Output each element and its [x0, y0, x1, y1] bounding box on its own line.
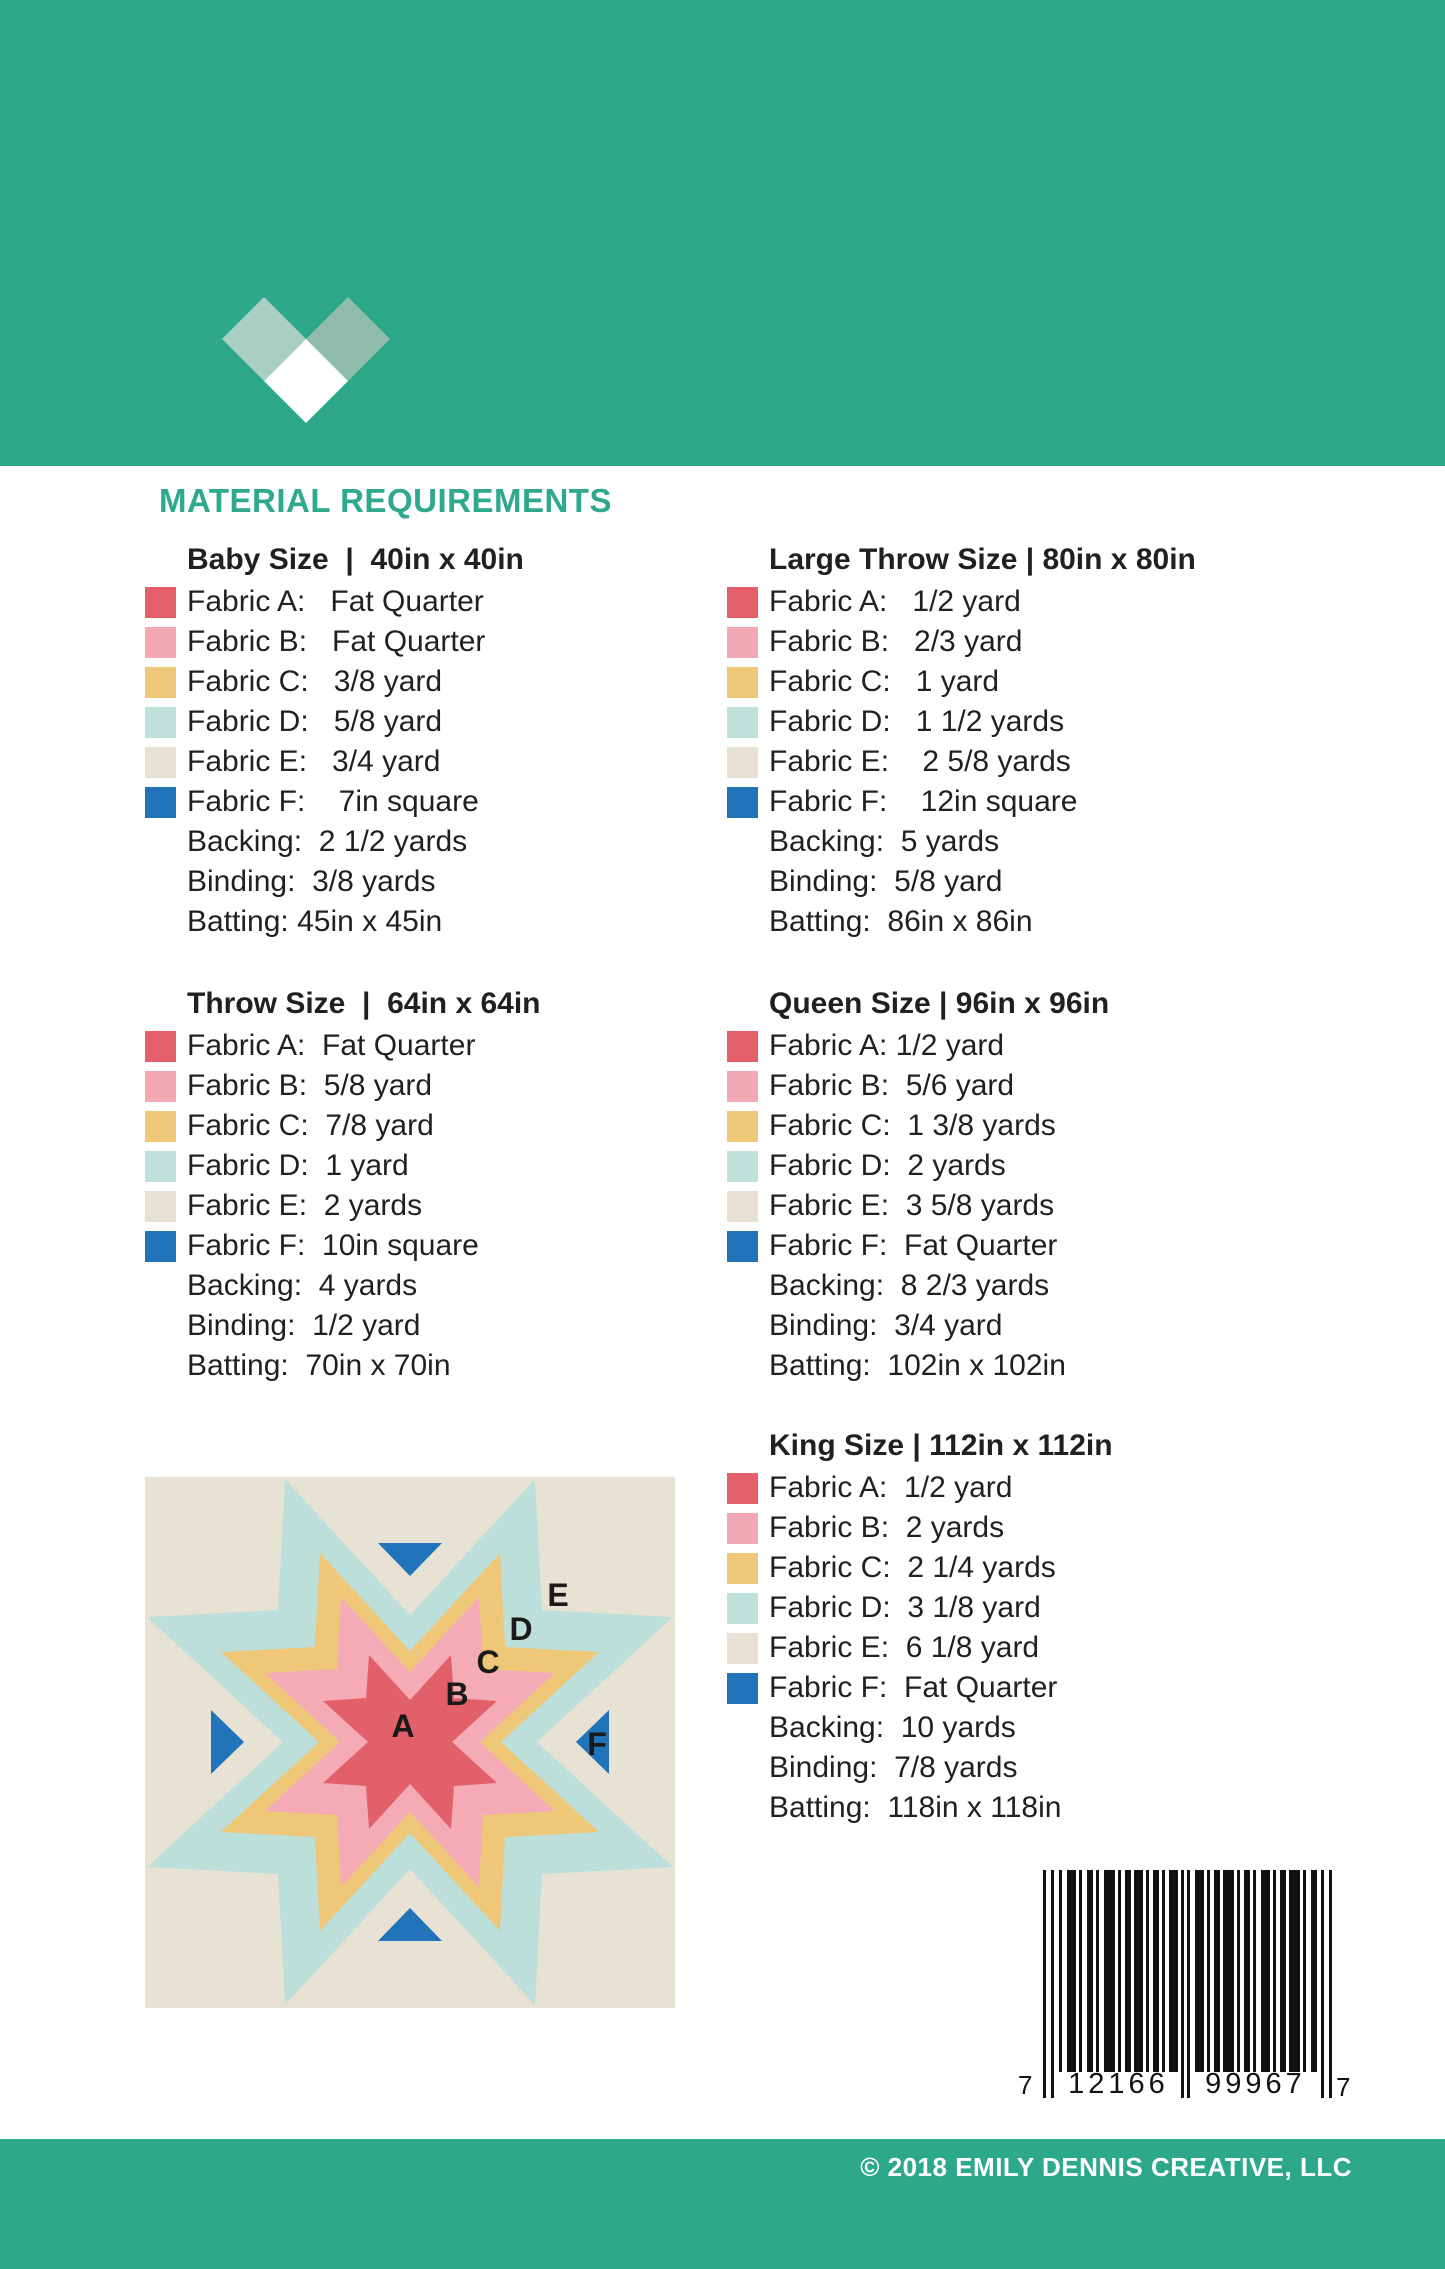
material-row-text: Fabric C: 2 1/4 yards — [769, 1551, 1056, 1584]
section-baby-size — [145, 542, 705, 942]
fabric-swatch-icon — [727, 1553, 758, 1584]
material-row — [727, 1788, 1287, 1828]
material-row — [727, 1146, 1287, 1186]
material-row — [145, 1186, 705, 1226]
material-row-text: Backing: 10 yards — [769, 1711, 1016, 1744]
fabric-swatch-icon — [145, 1031, 176, 1062]
heart-logo-icon — [210, 290, 400, 430]
material-row-text: Fabric A: 1/2 yard — [769, 1029, 1005, 1062]
fabric-swatch-icon — [145, 707, 176, 738]
material-row-text: Fabric E: 2 yards — [187, 1189, 423, 1222]
material-row-text: Fabric A: 1/2 yard — [769, 1471, 1013, 1504]
material-row — [145, 702, 705, 742]
material-row-text: Binding: 3/4 yard — [769, 1309, 1003, 1342]
material-row — [727, 1226, 1287, 1266]
material-row-text: Binding: 3/8 yards — [187, 865, 436, 898]
section-rows — [727, 582, 1287, 942]
quilt-label-b: B — [445, 1676, 469, 1712]
material-row — [145, 582, 705, 622]
fabric-swatch-icon — [145, 747, 176, 778]
material-row-text: Fabric B: 5/6 yard — [769, 1069, 1015, 1102]
fabric-swatch-icon — [727, 1673, 758, 1704]
material-row-text: Batting: 102in x 102in — [769, 1349, 1066, 1382]
header-band — [0, 0, 1445, 466]
material-row — [727, 1306, 1287, 1346]
material-row-text: Batting: 118in x 118in — [769, 1791, 1062, 1824]
section-title: Large Throw Size | 80in x 80in — [769, 543, 1196, 576]
section-title: King Size | 112in x 112in — [769, 1429, 1113, 1462]
fabric-swatch-icon — [727, 627, 758, 658]
fabric-swatch-icon — [727, 1071, 758, 1102]
material-row — [727, 1106, 1287, 1146]
fabric-swatch-icon — [727, 747, 758, 778]
fabric-swatch-icon — [727, 1473, 758, 1504]
fabric-swatch-icon — [727, 1633, 758, 1664]
material-row — [145, 662, 705, 702]
quilt-label-f: F — [587, 1726, 607, 1762]
fabric-swatch-icon — [727, 587, 758, 618]
barcode-digit: 7 — [1018, 2070, 1033, 2100]
fabric-swatch-icon — [145, 587, 176, 618]
material-row-text: Binding: 1/2 yard — [187, 1309, 421, 1342]
material-row-text: Fabric F: 10in square — [187, 1229, 479, 1262]
material-row-text: Fabric B: 2 yards — [769, 1511, 1005, 1544]
material-row-text: Backing: 8 2/3 yards — [769, 1269, 1050, 1302]
material-row — [727, 1066, 1287, 1106]
page-title: MATERIAL REQUIREMENTS — [159, 482, 612, 519]
section-title: Throw Size | 64in x 64in — [187, 987, 541, 1020]
material-row-text: Binding: 7/8 yards — [769, 1751, 1018, 1784]
material-row — [727, 742, 1287, 782]
fabric-swatch-icon — [727, 1031, 758, 1062]
material-row-text: Backing: 5 yards — [769, 825, 1000, 858]
material-row — [145, 1226, 705, 1266]
material-row — [145, 1066, 705, 1106]
material-row — [727, 702, 1287, 742]
fabric-swatch-icon — [145, 667, 176, 698]
material-row-text: Binding: 5/8 yard — [769, 865, 1003, 898]
material-row — [727, 902, 1287, 942]
upc-barcode — [1018, 1870, 1368, 2130]
section-title: Queen Size | 96in x 96in — [769, 987, 1110, 1020]
material-row-text: Backing: 2 1/2 yards — [187, 825, 468, 858]
section-rows — [727, 1468, 1287, 1828]
material-row-text: Fabric A: Fat Quarter — [187, 1029, 476, 1062]
quilt-block-diagram — [145, 1477, 675, 2008]
section-queen-size — [727, 986, 1287, 1386]
material-row-text: Fabric E: 3/4 yard — [187, 745, 441, 778]
section-king-size — [727, 1428, 1287, 1828]
barcode-bars — [1043, 1870, 1335, 2098]
fabric-swatch-icon — [727, 1593, 758, 1624]
barcode-digit-group: 12166 — [1068, 2068, 1169, 2100]
material-row-text: Fabric F: 12in square — [769, 785, 1078, 818]
material-row — [145, 902, 705, 942]
material-row — [727, 862, 1287, 902]
material-row-text: Fabric B: Fat Quarter — [187, 625, 486, 658]
material-row — [145, 822, 705, 862]
material-row — [145, 1026, 705, 1066]
material-row — [145, 742, 705, 782]
section-rows — [145, 582, 705, 942]
fabric-swatch-icon — [727, 787, 758, 818]
fabric-swatch-icon — [727, 707, 758, 738]
fabric-swatch-icon — [145, 1231, 176, 1262]
material-row-text: Fabric F: 7in square — [187, 785, 479, 818]
material-row-text: Fabric C: 1 3/8 yards — [769, 1109, 1056, 1142]
fabric-swatch-icon — [145, 627, 176, 658]
material-row — [145, 782, 705, 822]
material-row-text: Fabric D: 3 1/8 yard — [769, 1591, 1041, 1624]
quilt-label-c: C — [476, 1644, 500, 1680]
material-row — [727, 1668, 1287, 1708]
fabric-swatch-icon — [727, 1513, 758, 1544]
material-row-text: Batting: 86in x 86in — [769, 905, 1033, 938]
material-row-text: Fabric D: 2 yards — [769, 1149, 1006, 1182]
material-row — [727, 822, 1287, 862]
material-row-text: Fabric B: 2/3 yard — [769, 625, 1023, 658]
fabric-swatch-icon — [145, 1151, 176, 1182]
material-row-text: Batting: 70in x 70in — [187, 1349, 451, 1382]
material-row — [727, 1548, 1287, 1588]
section-rows — [145, 1026, 705, 1386]
barcode-digit-group: 99967 — [1205, 2068, 1306, 2100]
fabric-swatch-icon — [727, 1191, 758, 1222]
material-row — [727, 1346, 1287, 1386]
material-row-text: Fabric D: 1 1/2 yards — [769, 705, 1065, 738]
material-row-text: Fabric D: 5/8 yard — [187, 705, 443, 738]
fabric-swatch-icon — [727, 667, 758, 698]
material-row — [727, 1708, 1287, 1748]
fabric-swatch-icon — [145, 1111, 176, 1142]
material-row — [145, 862, 705, 902]
section-rows — [727, 1026, 1287, 1386]
material-row — [727, 782, 1287, 822]
material-row — [727, 1628, 1287, 1668]
material-row — [727, 1508, 1287, 1548]
material-row — [727, 582, 1287, 622]
quilt-label-e: E — [547, 1577, 569, 1613]
material-row-text: Fabric C: 7/8 yard — [187, 1109, 434, 1142]
quilt-label-d: D — [509, 1611, 533, 1647]
material-row — [145, 1146, 705, 1186]
section-title: Baby Size | 40in x 40in — [187, 543, 524, 576]
barcode-digit: 7 — [1336, 2072, 1351, 2102]
footer-copyright: © 2018 EMILY DENNIS CREATIVE, LLC — [860, 2152, 1352, 2182]
material-row — [727, 1748, 1287, 1788]
fabric-swatch-icon — [145, 787, 176, 818]
material-row-text: Backing: 4 yards — [187, 1269, 418, 1302]
material-row — [145, 1106, 705, 1146]
fabric-swatch-icon — [727, 1151, 758, 1182]
material-row — [727, 622, 1287, 662]
fabric-swatch-icon — [727, 1231, 758, 1262]
material-row-text: Fabric C: 3/8 yard — [187, 665, 443, 698]
material-row-text: Fabric E: 2 5/8 yards — [769, 745, 1071, 778]
material-row-text: Fabric B: 5/8 yard — [187, 1069, 433, 1102]
quilt-label-a: A — [391, 1708, 415, 1744]
material-row-text: Fabric C: 1 yard — [769, 665, 1000, 698]
material-row-text: Fabric A: 1/2 yard — [769, 585, 1021, 618]
material-row-text: Fabric A: Fat Quarter — [187, 585, 484, 618]
section-large-throw-size — [727, 542, 1287, 942]
material-row-text: Fabric D: 1 yard — [187, 1149, 409, 1182]
material-row — [145, 622, 705, 662]
material-row-text: Fabric E: 6 1/8 yard — [769, 1631, 1040, 1664]
section-throw-size — [145, 986, 705, 1386]
material-row — [727, 1026, 1287, 1066]
material-row-text: Fabric F: Fat Quarter — [769, 1229, 1058, 1262]
material-row — [145, 1306, 705, 1346]
fabric-swatch-icon — [145, 1071, 176, 1102]
material-row-text: Fabric E: 3 5/8 yards — [769, 1189, 1055, 1222]
material-row-text: Fabric F: Fat Quarter — [769, 1671, 1058, 1704]
fabric-swatch-icon — [727, 1111, 758, 1142]
material-row — [727, 1186, 1287, 1226]
material-row — [727, 1468, 1287, 1508]
material-row — [145, 1346, 705, 1386]
material-row-text: Batting: 45in x 45in — [187, 905, 443, 938]
material-row — [145, 1266, 705, 1306]
material-row — [727, 662, 1287, 702]
footer-band — [0, 2139, 1445, 2269]
fabric-swatch-icon — [145, 1191, 176, 1222]
material-row — [727, 1588, 1287, 1628]
material-row — [727, 1266, 1287, 1306]
